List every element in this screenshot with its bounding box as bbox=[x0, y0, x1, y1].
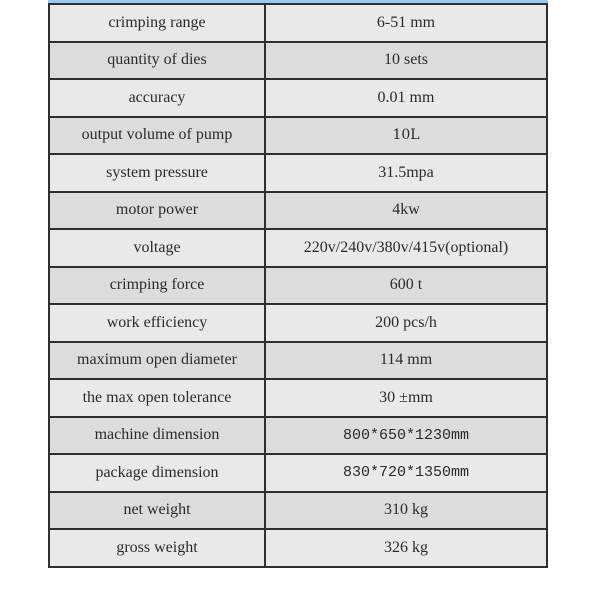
spec-value: 0.01 mm bbox=[265, 79, 547, 117]
spec-label: motor power bbox=[49, 192, 265, 230]
spec-label: the max open tolerance bbox=[49, 379, 265, 417]
table-row bbox=[49, 79, 547, 117]
spec-value: 10 sets bbox=[265, 42, 547, 80]
spec-label: quantity of dies bbox=[49, 42, 265, 80]
table-row bbox=[49, 267, 547, 305]
spec-value: 800*650*1230mm bbox=[265, 417, 547, 455]
spec-label: package dimension bbox=[49, 454, 265, 492]
spec-label: gross weight bbox=[49, 529, 265, 567]
table-row bbox=[49, 42, 547, 80]
table-row bbox=[49, 117, 547, 155]
spec-table bbox=[48, 3, 548, 568]
table-row bbox=[49, 342, 547, 380]
spec-value: 114 mm bbox=[265, 342, 547, 380]
spec-label: net weight bbox=[49, 492, 265, 530]
spec-value: 6-51 mm bbox=[265, 4, 547, 42]
spec-value: 31.5mpa bbox=[265, 154, 547, 192]
table-row bbox=[49, 304, 547, 342]
table-row bbox=[49, 529, 547, 567]
table-row bbox=[49, 192, 547, 230]
spec-label: output volume of pump bbox=[49, 117, 265, 155]
spec-label: crimping range bbox=[49, 4, 265, 42]
spec-value: 600 t bbox=[265, 267, 547, 305]
spec-label: accuracy bbox=[49, 79, 265, 117]
spec-value: 326 kg bbox=[265, 529, 547, 567]
spec-value: 30 ±mm bbox=[265, 379, 547, 417]
spec-value: 830*720*1350mm bbox=[265, 454, 547, 492]
table-row bbox=[49, 229, 547, 267]
table-row bbox=[49, 417, 547, 455]
spec-label: system pressure bbox=[49, 154, 265, 192]
spec-label: crimping force bbox=[49, 267, 265, 305]
spec-label: maximum open diameter bbox=[49, 342, 265, 380]
spec-value: 10L bbox=[265, 117, 547, 155]
table-row bbox=[49, 4, 547, 42]
spec-label: work efficiency bbox=[49, 304, 265, 342]
table-row bbox=[49, 379, 547, 417]
spec-value: 310 kg bbox=[265, 492, 547, 530]
spec-value: 220v/240v/380v/415v(optional) bbox=[265, 229, 547, 267]
table-row bbox=[49, 492, 547, 530]
table-row bbox=[49, 454, 547, 492]
spec-label: voltage bbox=[49, 229, 265, 267]
spec-label: machine dimension bbox=[49, 417, 265, 455]
table-row bbox=[49, 154, 547, 192]
spec-value: 4kw bbox=[265, 192, 547, 230]
spec-value: 200 pcs/h bbox=[265, 304, 547, 342]
